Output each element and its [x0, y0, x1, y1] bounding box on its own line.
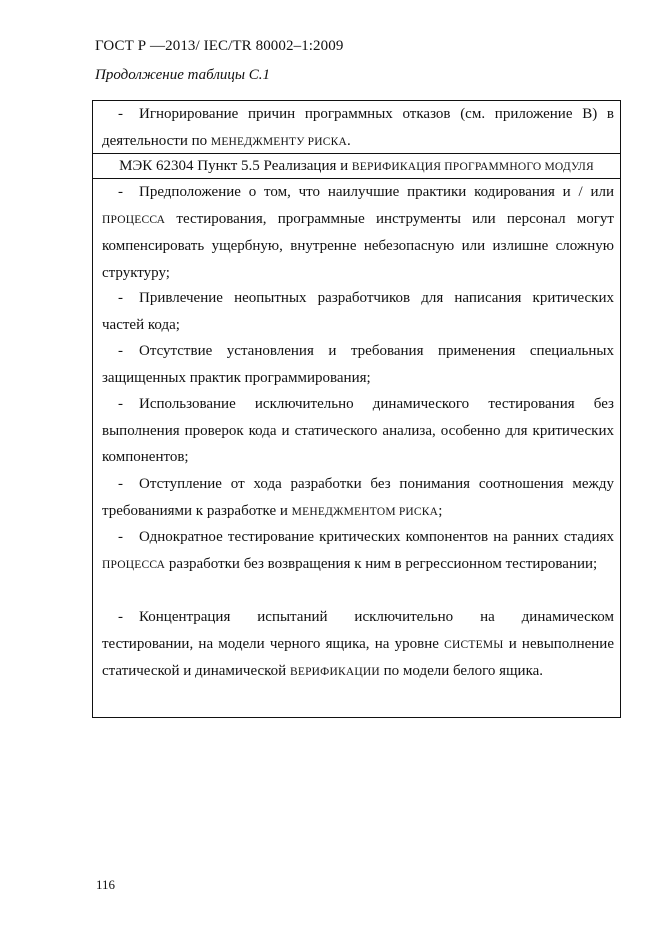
list-item-text-middle: и невыполнение статической и динамической — [102, 635, 614, 679]
list-dash: - — [118, 609, 123, 625]
list-item-inexperienced-developers — [102, 285, 614, 338]
list-item-single-testing — [102, 524, 614, 578]
list-item-deviation-from-development — [102, 471, 614, 525]
list-item-text-end: тестирования, программные инструменты или персонал могут компенсировать ущербную, внутренне небезопасную или излишне сложную структуру; — [102, 210, 614, 281]
list-item-text: Отступление от хода разработки без понимания соотношения между требованиями к разработке и — [102, 476, 614, 519]
list-item-term-verification: ВЕРИФИКАЦИИ — [289, 666, 380, 678]
section-heading-term: ВЕРИФИКАЦИЯ ПРОГРАММНОГО МОДУЛЯ — [351, 161, 594, 173]
section-heading-text: МЭК 62304 Пункт 5.5 Реализация и — [119, 158, 352, 174]
document-header: ГОСТ Р —2013/ IEC/TR 80002–1:2009 — [95, 38, 344, 54]
list-dash: - — [118, 343, 123, 359]
paragraph-text: Игнорирование причин программных отказов (см. приложение В) в деятельности по — [102, 106, 614, 149]
list-dash: - — [118, 184, 123, 200]
list-item-text: Отсутствие установления и требования применения специальных защищенных практик программирования; — [102, 343, 614, 386]
table-row-unit-implementation — [93, 179, 620, 717]
table-section-heading-row — [93, 154, 620, 179]
list-item-dynamic-testing-only — [102, 391, 614, 471]
paragraph-ignoring-failures — [102, 101, 614, 155]
list-item-text-end: по модели белого ящика. — [379, 663, 544, 679]
list-item-black-box-concentration — [102, 604, 614, 686]
list-item-text-end: ; — [438, 502, 443, 519]
paragraph-term: МЕНЕДЖМЕНТУ РИСКА — [210, 135, 347, 148]
list-dash: - — [118, 106, 123, 122]
table-row-risk-management — [93, 101, 620, 154]
list-item-text: Предположение о том, что наилучшие практики кодирования и / или — [139, 184, 614, 200]
list-item-text: Однократное тестирование критических компонентов на ранних стадиях — [139, 529, 614, 545]
list-item-term: МЕНЕДЖМЕНТОМ РИСКА — [291, 505, 439, 518]
section-heading-iec62304-5-5 — [93, 155, 620, 178]
table-continuation-caption: Продолжение таблицы С.1 — [95, 67, 271, 83]
list-item-best-practices — [102, 179, 614, 286]
list-item-text-end: разработки без возвращения к ним в регрессионном тестировании; — [165, 555, 598, 572]
list-item-term: ПРОЦЕССА — [102, 213, 166, 226]
list-item-text: Использование исключительно динамического тестирования без выполнения проверок кода и статического анализа, особенно для критических компонентов; — [102, 396, 614, 465]
list-dash: - — [118, 290, 123, 306]
list-item-text: Привлечение неопытных разработчиков для написания критических частей кода; — [102, 290, 614, 333]
list-item-text: Концентрация испытаний исключительно на динамическом тестировании, на модели черного ящика, на уровне — [102, 609, 614, 652]
table-c1-continuation — [92, 100, 621, 718]
page-number: 116 — [96, 877, 116, 892]
list-item-term: ПРОЦЕССА — [102, 558, 166, 571]
paragraph-text-end: . — [346, 132, 351, 149]
list-dash: - — [118, 476, 123, 492]
list-dash: - — [118, 529, 123, 545]
list-dash: - — [118, 396, 123, 412]
list-item-secure-practices — [102, 338, 614, 391]
list-item-term: СИСТЕМЫ — [444, 638, 504, 651]
